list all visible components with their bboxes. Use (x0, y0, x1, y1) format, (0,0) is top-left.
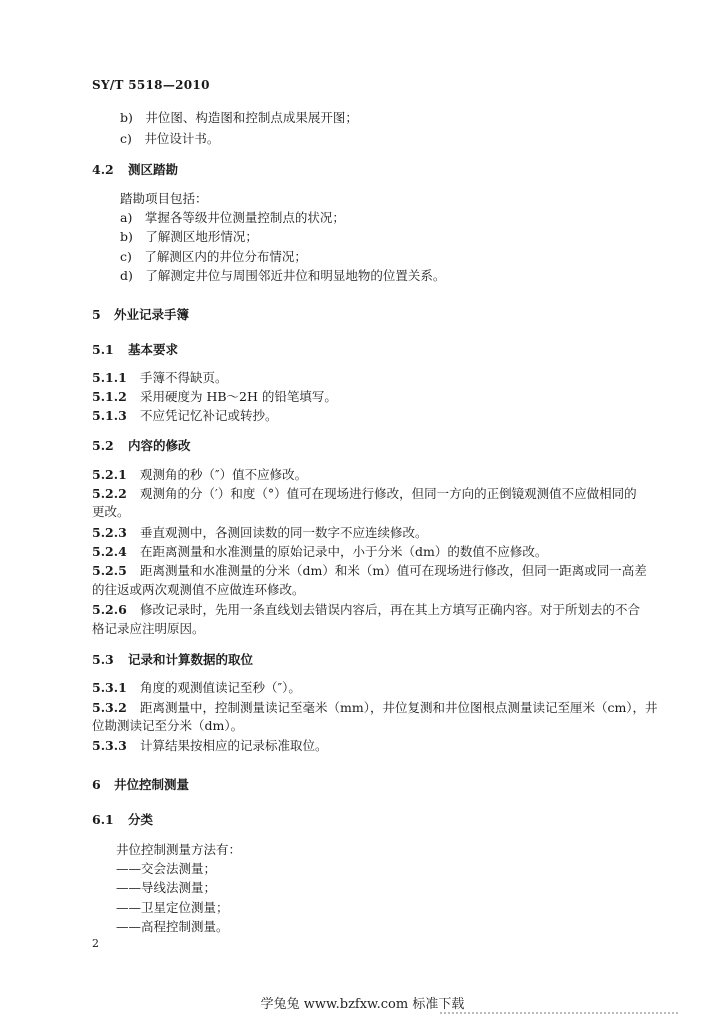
section-heading-5-2 (92, 436, 191, 454)
clause-text: 不应凭记忆补记或转抄。 (140, 408, 278, 423)
clause-number: 5.2.3 (92, 525, 127, 540)
clause-text: 角度的观测值读记至秒（″）。 (140, 680, 301, 695)
heading-number: 5.2 (92, 438, 114, 453)
clause-number: 5.2.4 (92, 544, 127, 559)
clause (92, 561, 647, 581)
standard-number: SY/T 5518—2010 (92, 78, 210, 92)
list-item: d) 了解测定井位与周围邻近井位和明显地物的位置关系。 (120, 268, 446, 283)
clause-number: 5.2.6 (92, 602, 127, 617)
clause-number: 5.1.3 (92, 408, 127, 423)
clause (92, 484, 637, 504)
list-item: a) 掌握各等级井位测量控制点的状况； (120, 210, 345, 225)
heading-number: 5 (92, 307, 101, 322)
clause (92, 387, 337, 407)
clause-number: 5.3.2 (92, 700, 127, 715)
clause-text: 计算结果按相应的记录标准取位。 (140, 738, 328, 753)
clause-text: 在距离测量和水准测量的原始记录中，小于分米（dm）的数值不应修改。 (140, 544, 548, 559)
section-heading-5-1 (92, 340, 178, 358)
clause (92, 523, 428, 543)
list-item: ——高程控制测量。 (116, 919, 229, 934)
clause (92, 736, 328, 756)
list-item: b) 了解测区地形情况； (120, 229, 258, 244)
page-number: 2 (92, 937, 99, 950)
clause-text: 垂直观测中，各测回读数的同一数字不应连续修改。 (140, 525, 428, 540)
clause-text: 观测角的分（′）和度（°）值可在现场进行修改，但同一方向的正倒镜观测值不应做相同的 (140, 486, 637, 501)
heading-number: 4.2 (92, 162, 114, 177)
clause-text: 修改记录时，先用一条直线划去错误内容后，再在其上方填写正确内容。对于所划去的不合 (140, 602, 641, 617)
clause (92, 406, 278, 426)
footer-watermark[interactable]: 学兔兔 www.bzfxw.com 标准下载 (260, 997, 465, 1012)
heading-number: 5.3 (92, 652, 114, 667)
clause-continuation: 更改。 (92, 504, 130, 519)
heading-title: 内容的修改 (128, 438, 191, 453)
section-heading-4-2 (92, 160, 178, 178)
clause-number: 5.1.2 (92, 389, 127, 404)
clause (92, 678, 301, 698)
heading-title: 外业记录手簿 (114, 307, 190, 322)
list-item: c) 了解测区内的井位分布情况； (120, 249, 307, 264)
clause (92, 465, 307, 485)
clause-number: 5.2.1 (92, 467, 127, 482)
clause-number: 5.2.2 (92, 486, 127, 501)
heading-title: 基本要求 (128, 342, 179, 357)
list-item: ——导线法测量； (116, 880, 217, 895)
heading-title: 记录和计算数据的取位 (128, 652, 254, 667)
paragraph: 井位控制测量方法有： (116, 842, 242, 857)
heading-number: 6.1 (92, 812, 114, 827)
heading-number: 6 (92, 777, 101, 792)
clause-continuation: 位勘测读记至分米（dm）。 (92, 718, 244, 733)
list-item: ——卫星定位测量； (116, 900, 229, 915)
clause (92, 600, 640, 620)
heading-title: 分类 (128, 812, 154, 827)
clause-number: 5.1.1 (92, 370, 127, 385)
heading-number: 5.1 (92, 342, 114, 357)
clause-text: 手簿不得缺页。 (140, 370, 228, 385)
paragraph: 踏勘项目包括： (120, 191, 208, 206)
section-heading-6 (92, 775, 189, 793)
clause-text: 采用硬度为 HB～2H 的铅笔填写。 (140, 389, 337, 404)
clause-number: 5.3.3 (92, 738, 127, 753)
clause-number: 5.2.5 (92, 563, 127, 578)
clause-continuation: 格记录应注明原因。 (92, 621, 205, 636)
list-item: ——交会法测量； (116, 861, 217, 876)
clause-continuation: 的往返或两次观测值不应做连环修改。 (92, 582, 305, 597)
section-heading-6-1 (92, 810, 153, 828)
clause-text: 距离测量和水准测量的分米（dm）和米（m）值可在现场进行修改，但同一距离或同一高差 (140, 563, 647, 578)
clause (92, 698, 658, 718)
section-heading-5 (92, 305, 189, 323)
list-item: b) 井位图、构造图和控制点成果展开图； (120, 110, 358, 125)
heading-title: 井位控制测量 (114, 777, 190, 792)
clause (92, 542, 547, 562)
clause (92, 368, 228, 388)
footer-dotted-rule (440, 1012, 680, 1014)
clause-number: 5.3.1 (92, 680, 127, 695)
clause-text: 距离测量中，控制测量读记至毫米（mm），井位复测和井位图根点测量读记至厘米（cm），井 (140, 700, 658, 715)
clause-text: 观测角的秒（″）值不应修改。 (140, 467, 308, 482)
section-heading-5-3 (92, 650, 253, 668)
heading-title: 测区踏勘 (128, 162, 179, 177)
list-item: c) 井位设计书。 (120, 131, 220, 146)
